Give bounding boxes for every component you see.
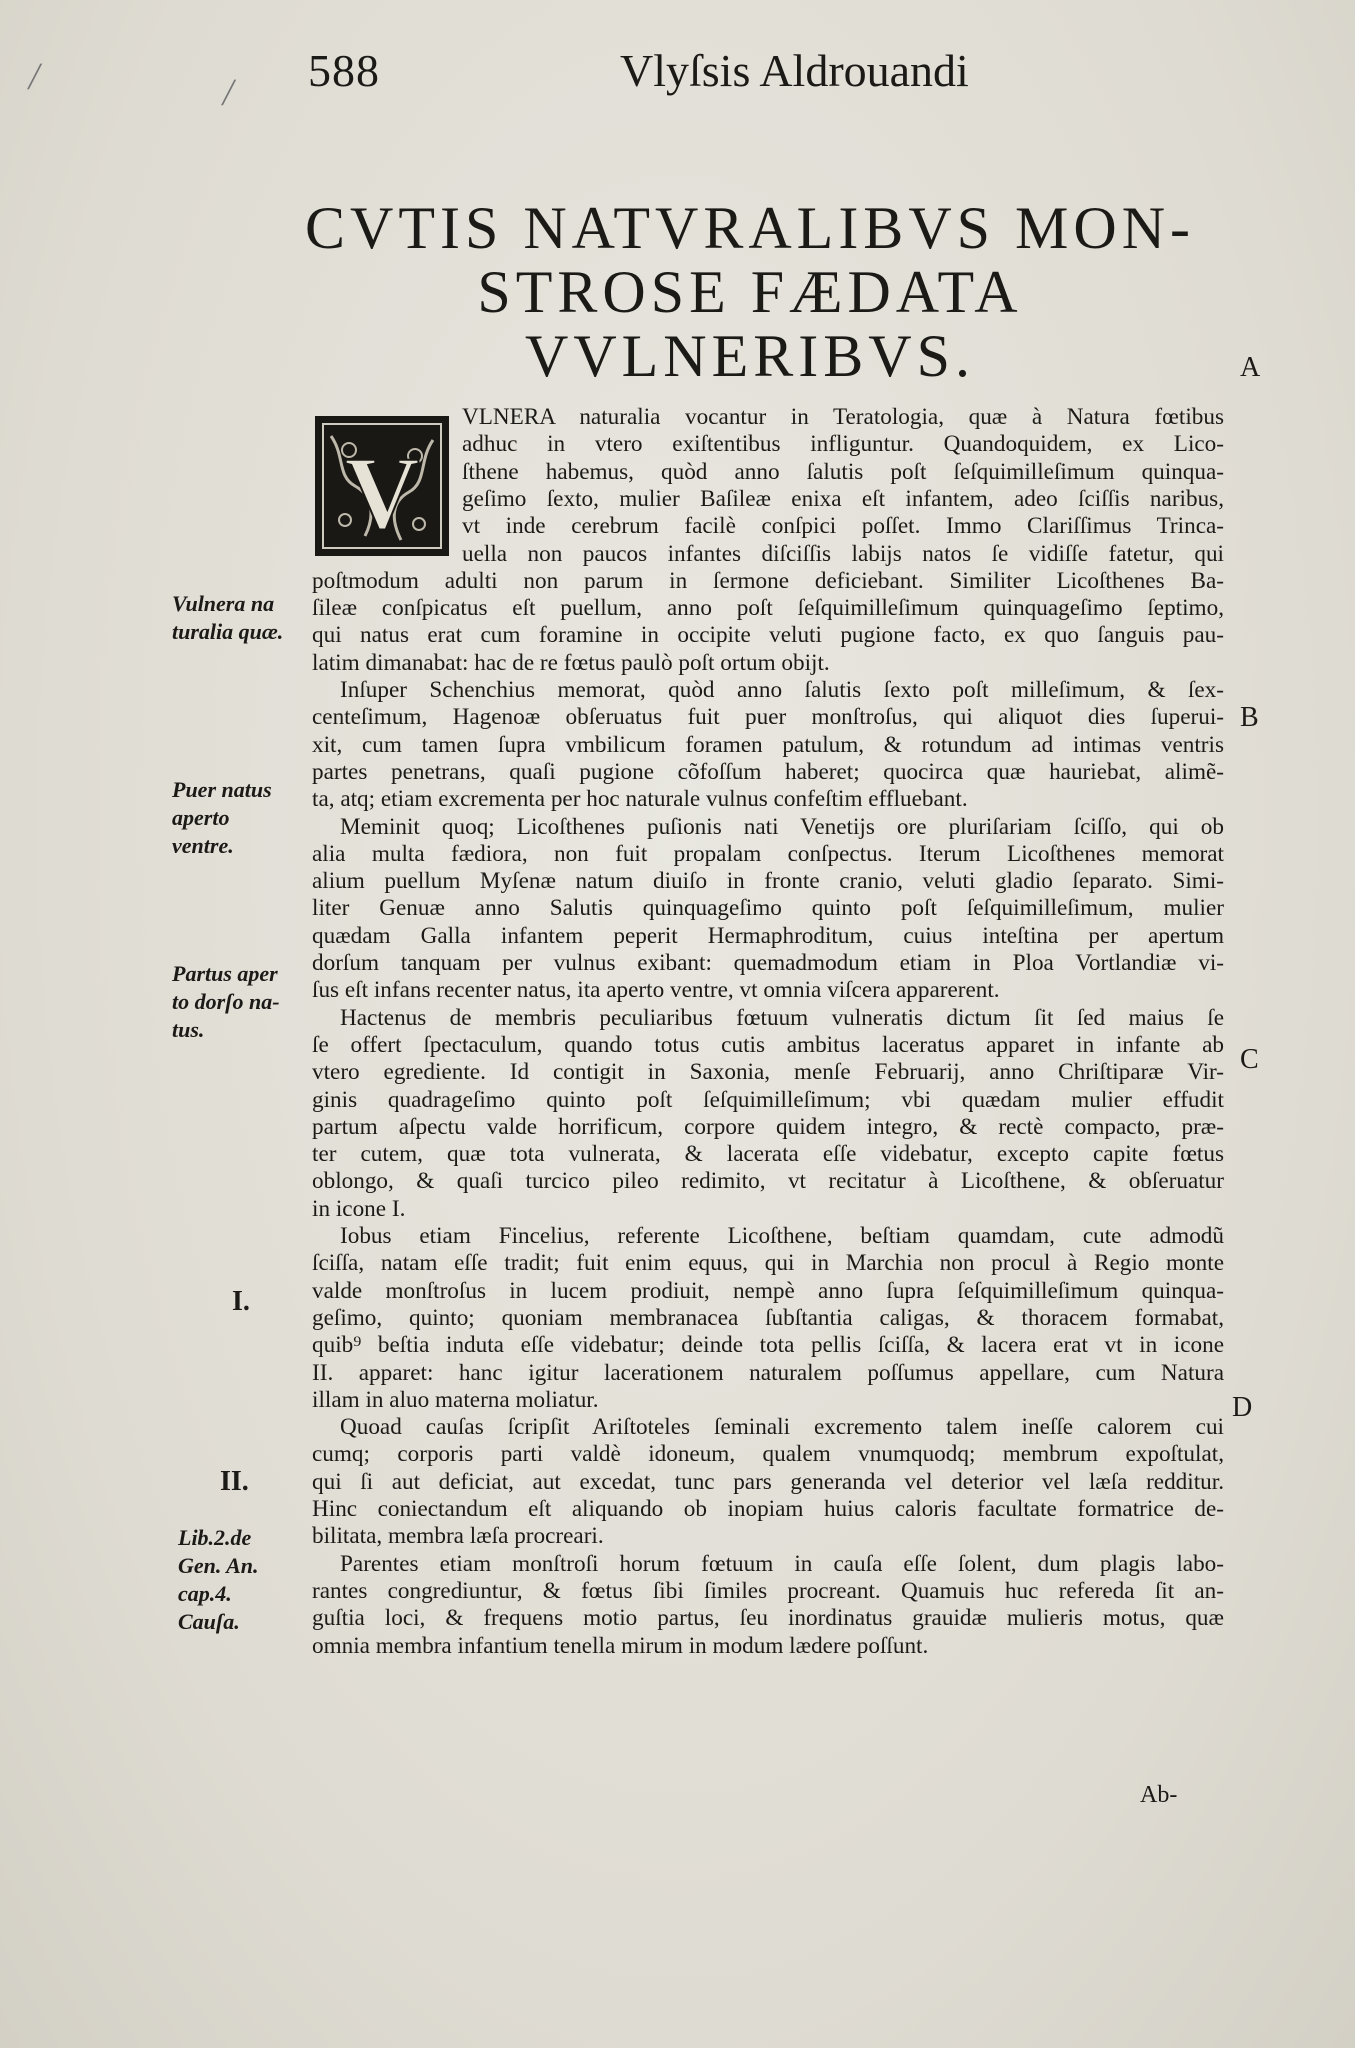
body-line: ta, atq; etiam excrementa per hoc naturale vulnus confeſtim effluebant. bbox=[312, 786, 968, 813]
margin-note-line: Vulnera na bbox=[172, 591, 275, 616]
margin-note-line: aperto bbox=[172, 805, 230, 830]
section-letter-c: C bbox=[1240, 1044, 1259, 1075]
running-title: Vlyſsis Aldrouandi bbox=[620, 45, 969, 96]
body-line: ſileæ conſpicatus eſt puellum, anno poſt ſeſquimilleſimum quinquageſimo ſeptimo, bbox=[312, 595, 1224, 622]
margin-note-line: ventre. bbox=[172, 833, 234, 858]
margin-note-line: Puer natus bbox=[172, 777, 272, 802]
margin-note-line: Cauſa. bbox=[178, 1609, 240, 1634]
margin-note-line: cap.4. bbox=[178, 1581, 232, 1606]
body-line: geſimo, quinto; quoniam membranacea ſubſtantia caligas, & thoracem formabat, bbox=[312, 1304, 1224, 1331]
section-letter-b: B bbox=[1240, 702, 1259, 733]
body-line: ſciſſa, natam eſſe tradit; fuit enim equus, qui in Marchia non procul à Regio monte bbox=[312, 1250, 1224, 1277]
body-line: ſus eſt infans recenter natus, ita aperto ventre, vt omnia viſcera apparerent. bbox=[312, 977, 1000, 1004]
body-line: liter Genuæ anno Salutis quinquageſimo quinto poſt ſeſquimilleſimum, mulier bbox=[312, 895, 1224, 922]
chapter-title bbox=[250, 196, 1250, 388]
body-line: Inſuper Schenchius memorat, quòd anno ſalutis ſexto poſt milleſimum, & ſex- bbox=[340, 677, 1224, 703]
body-line: quib⁹ beſtia induta eſſe videbatur; deinde tota pellis ſciſſa, & lacera erat vt in icone bbox=[312, 1332, 1224, 1359]
body-line: qui ſi aut deficiat, aut excedat, tunc pars generanda vel deterior vel læſa redditur. bbox=[312, 1468, 1224, 1495]
margin-note-line: turalia quæ. bbox=[172, 619, 284, 644]
body-line: ſe offert ſpectaculum, quando totus cutis ambitus laceratus apparet in infante ab bbox=[312, 1031, 1224, 1058]
body-line: in icone I. bbox=[312, 1195, 406, 1222]
body-line: illam in aluo materna moliatur. bbox=[312, 1386, 599, 1413]
body-line: omnia membra infantium tenella mirum in modum lædere poſſunt. bbox=[312, 1632, 929, 1659]
body-line: alium puellum Myſenæ natum diuiſo in fronte cranio, veluti gladio ſeparato. Simi- bbox=[312, 868, 1224, 895]
body-line: poſtmodum adulti non parum in ſermone deficiebant. Similiter Licoſthenes Ba- bbox=[312, 567, 1224, 594]
body-line: vtero egrediente. Id contigit in Saxonia, menſe Februarij, anno Chriſtiparæ Vir- bbox=[312, 1059, 1224, 1086]
margin-note bbox=[172, 776, 312, 860]
body-line: dorſum tanquam per vulnus exibant: quemadmodum etiam in Ploa Vortlandiæ vi- bbox=[312, 950, 1224, 976]
body-line: ſthene habemus, quòd anno ſalutis poſt ſeſquimilleſimum quinqua- bbox=[462, 458, 1224, 485]
margin-note-line: Gen. An. bbox=[178, 1553, 259, 1578]
body-line: quædam Galla infantem peperit Hermaphroditum, cuius inteſtina per apertum bbox=[312, 922, 1224, 949]
body-line: uella non paucos infantes diſciſſis labijs natos ſe vidiſſe fatetur, qui bbox=[462, 540, 1224, 567]
page-number: 588 bbox=[308, 45, 380, 96]
stray-mark: ╱ bbox=[222, 80, 236, 105]
figure-reference-numeral: I. bbox=[232, 1286, 250, 1317]
running-head bbox=[308, 38, 1008, 98]
body-line: ter cutem, quæ tota vulnerata, & lacerata eſſe videbatur, excepto capite fœtus bbox=[312, 1141, 1224, 1168]
body-line: oblongo, & quaſi turcico pileo redimito, vt recitatur à Licoſthene, & obſeruatur bbox=[312, 1168, 1224, 1195]
body-line: valde monſtroſus in lucem prodiuit, nempè anno ſupra ſeſquimilleſimum quinqua- bbox=[312, 1277, 1224, 1304]
body-line: geſimo ſexto, mulier Baſileæ enixa eſt infantem, adeo ſciſſis naribus, bbox=[462, 485, 1224, 512]
body-line: xit, cum tamen ſupra vmbilicum foramen patulum, & rotundum ad intimas ventris bbox=[312, 731, 1224, 758]
body-line: Quoad cauſas ſcripſit Ariſtoteles ſeminali excremento talem ineſſe calorem cui bbox=[340, 1414, 1224, 1441]
margin-note bbox=[172, 590, 312, 646]
chapter-title-line: VVLNERIBVS. bbox=[524, 323, 975, 389]
margin-note-line: Lib.2.de bbox=[178, 1525, 252, 1550]
body-line: VLNERA naturalia vocantur in Teratologia, quæ à Natura fœtibus bbox=[462, 404, 1224, 430]
body-line: adhuc in vtero exiſtentibus infliguntur. Quandoquidem, ex Lico- bbox=[462, 431, 1224, 458]
decorated-initial-v bbox=[315, 416, 449, 556]
body-line: Parentes etiam monſtroſi horum fœtuum in cauſa eſſe ſolent, dum plagis labo- bbox=[340, 1550, 1224, 1577]
section-letter-d: D bbox=[1232, 1392, 1253, 1423]
body-line: vt inde cerebrum facilè conſpici poſſet. Immo Clariſſimus Trinca- bbox=[462, 513, 1224, 540]
body-line: alia multa fædiora, non fuit propalam conſpectus. Iterum Licoſthenes memorat bbox=[312, 840, 1224, 867]
catchword: Ab- bbox=[1140, 1782, 1178, 1808]
body-line: II. apparet: hanc igitur lacerationem naturalem poſſumus appellare, cum Natura bbox=[312, 1359, 1224, 1386]
body-line: bilitata, membra læſa procreari. bbox=[312, 1523, 604, 1550]
ornament-icon bbox=[315, 416, 449, 556]
body-line: rantes congrediuntur, & fœtus ſibi ſimiles procreant. Quamuis huc refereda ſit an- bbox=[312, 1577, 1224, 1604]
body-line: Hactenus de membris peculiaribus fœtuum vulneratis dictum ſit ſed maius ſe bbox=[340, 1004, 1224, 1031]
margin-note-line: to dorſo na- bbox=[172, 989, 280, 1014]
body-line: qui natus erat cum foramine in occipite veluti pugione facto, ex quo ſanguis pau- bbox=[312, 622, 1224, 649]
margin-note-line: Partus aper bbox=[172, 961, 278, 986]
chapter-title-line: CVTIS NATVRALIBVS MON- bbox=[304, 195, 1196, 261]
margin-note-line: tus. bbox=[172, 1017, 205, 1042]
figure-reference-numeral: II. bbox=[220, 1466, 249, 1497]
body-line: Meminit quoq; Licoſthenes puſionis nati Venetijs ore pluriſariam ſciſſo, qui ob bbox=[340, 813, 1224, 840]
initial-letter: V bbox=[344, 436, 420, 551]
body-line: partum aſpectu valde horrificum, corpore quidem integro, & rectè compacto, præ- bbox=[312, 1113, 1224, 1140]
body-line: cumq; corporis parti valdè idoneum, qualem vnumquodq; membrum expoſtulat, bbox=[312, 1441, 1224, 1468]
section-letter-a: A bbox=[1240, 352, 1261, 383]
body-line: partes penetrans, quaſi pugione cõfoſſum haberet; quocirca quæ hauriebat, alimẽ- bbox=[312, 758, 1224, 785]
body-line: ginis quadrageſimo quinto poſt ſeſquimilleſimum; vbi quædam mulier effudit bbox=[312, 1086, 1224, 1113]
stray-mark: ╱ bbox=[28, 64, 42, 89]
margin-note bbox=[172, 960, 312, 1044]
body-line: Hinc coniectandum eſt aliquando ob inopiam huius caloris facultate formatrice de- bbox=[312, 1496, 1224, 1522]
chapter-title-line: STROSE FÆDATA bbox=[477, 259, 1023, 325]
body-line: centeſimum, Hagenoæ obſeruatus fuit puer monſtroſus, qui aliquot dies ſuperui- bbox=[312, 704, 1224, 731]
margin-note bbox=[178, 1524, 318, 1636]
body-line: latim dimanabat: hac de re fœtus paulò poſt ortum obijt. bbox=[312, 649, 830, 676]
body-line: guſtia loci, & frequens motio partus, ſeu inordinatus grauidæ mulieris motus, quæ bbox=[312, 1605, 1224, 1632]
body-line: Iobus etiam Fincelius, referente Licoſthene, beſtiam quamdam, cute admodũ bbox=[340, 1223, 1224, 1249]
